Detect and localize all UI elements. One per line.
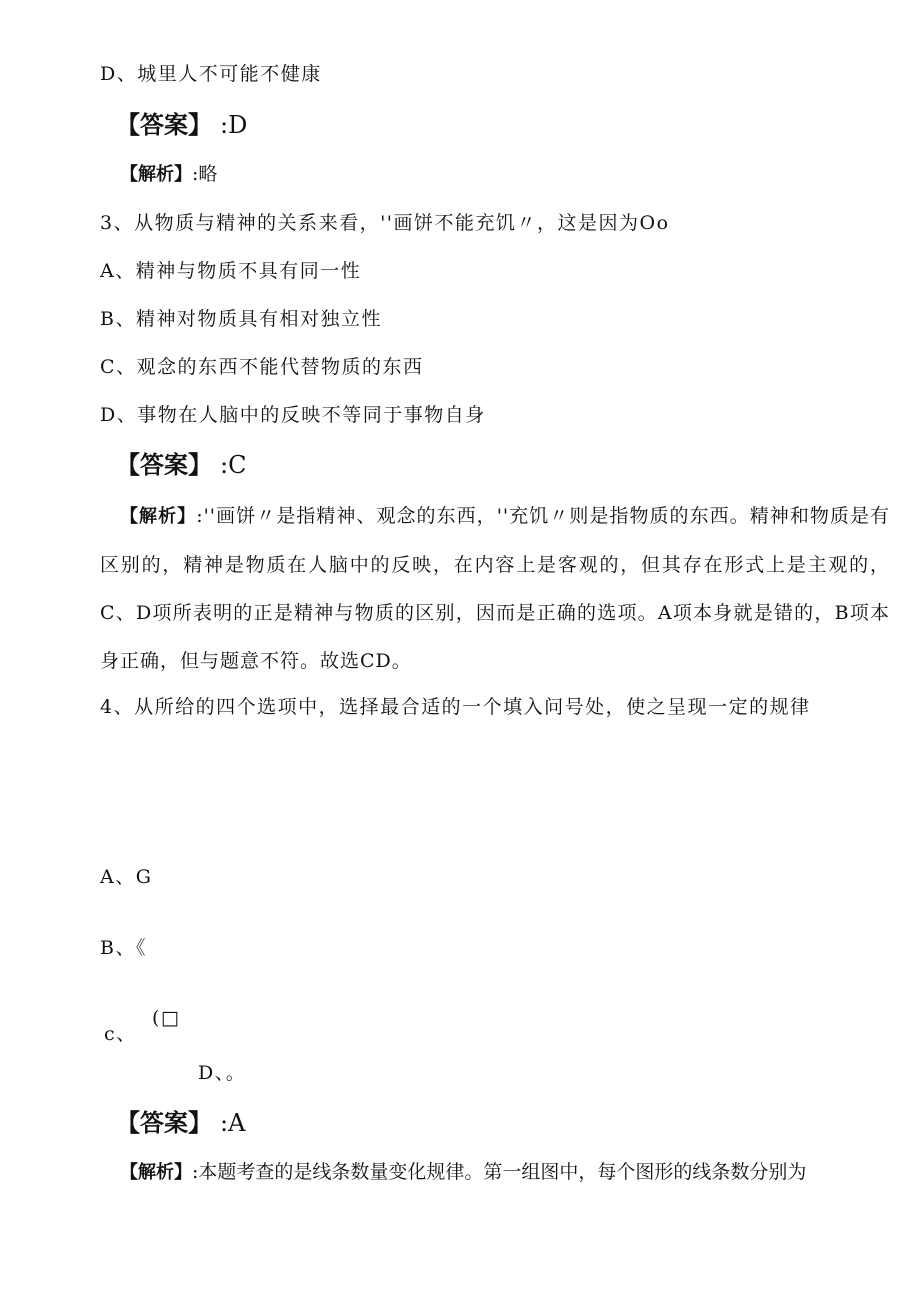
q3-option-d: D、事物在人脑中的反映不等同于事物自身 (100, 404, 486, 426)
q2-option-d: D、城里人不可能不健康 (100, 63, 322, 85)
analysis-text: :本题考查的是线条数量变化规律。第一组图中，每个图形的线条数分别为 (192, 1161, 807, 1183)
q4-option-c-glyph: (□ (152, 1007, 181, 1029)
q3-option-c: C、观念的东西不能代替物质的东西 (100, 356, 424, 378)
q4-option-c-prefix: c、 (104, 1023, 137, 1045)
analysis-text: :''画饼〃是指精神、观念的东西，''充饥〃则是指物质的东西。精神和物质是有区别的，精神是物质在人脑中的反映，在内容上是客观的，但其存在形式上是主观的，C、D项所表明的正是精神与物质的区别，因而是正确的选项。A项本身就是错的，B项本身正确，但与题意不符。故选CD。 (100, 505, 891, 672)
q4-question: 4、从所给的四个选项中，选择最合适的一个填入问号处，使之呈现一定的规律 (100, 696, 811, 718)
answer-value: :D (220, 111, 248, 139)
q3-answer (116, 450, 246, 480)
answer-value: :C (220, 451, 247, 479)
q4-answer (116, 1108, 245, 1138)
analysis-label: 【解析】 (120, 506, 197, 527)
q3-option-a: A、精神与物质不具有同一性 (100, 260, 362, 282)
analysis-label: 【解析】 (120, 164, 192, 185)
q2-answer (116, 110, 247, 140)
q4-option-a: A、G (100, 866, 153, 888)
answer-label: 【答案】 (116, 111, 212, 139)
q3-question: 3、从物质与精神的关系来看，''画饼不能充饥〃，这是因为Oo (100, 212, 670, 234)
answer-value: :A (220, 1109, 246, 1137)
q2-analysis (120, 162, 217, 187)
answer-label: 【答案】 (116, 1109, 212, 1137)
analysis-label: 【解析】 (120, 1162, 192, 1183)
q4-option-b: B、《 (100, 937, 147, 959)
q3-option-b: B、精神对物质具有相对独立性 (100, 308, 382, 330)
answer-label: 【答案】 (116, 451, 212, 479)
analysis-text: :略 (192, 163, 218, 185)
q3-analysis (100, 492, 890, 685)
q4-analysis (120, 1160, 806, 1185)
q4-option-d: D、。 (198, 1062, 247, 1084)
